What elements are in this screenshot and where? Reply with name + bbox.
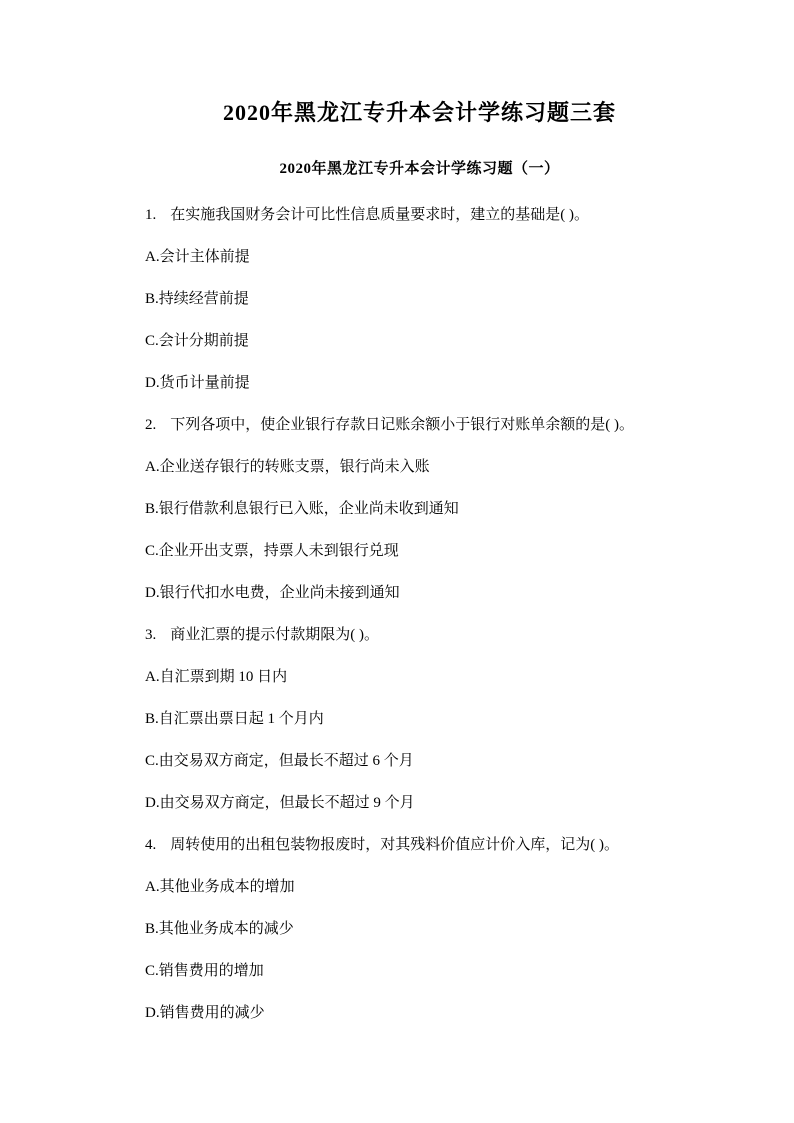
question-3-option-c: C.由交易双方商定，但最长不超过 6 个月 [145, 753, 414, 769]
question-4-option-b: B.其他业务成本的减少 [145, 921, 294, 937]
question-4-option-a: A.其他业务成本的增加 [145, 879, 295, 895]
question-1-number: 1. [145, 207, 157, 223]
question-2-option-c: C.企业开出支票，持票人未到银行兑现 [145, 543, 399, 559]
question-3-option-b: B.自汇票出票日起 1 个月内 [145, 711, 324, 727]
question-2-text: 下列各项中，使企业银行存款日记账余额小于银行对账单余额的是( )。 [170, 417, 634, 433]
question-4-stem [145, 835, 694, 855]
question-1-option-c: C.会计分期前提 [145, 333, 249, 349]
document-title: 2020年黑龙江专升本会计学练习题三套 [222, 100, 616, 125]
question-1-stem [145, 205, 694, 225]
question-4-number: 4. [145, 837, 157, 853]
question-4-text: 周转使用的出租包装物报废时，对其残料价值应计价入库，记为( )。 [170, 837, 619, 853]
question-3-stem [145, 625, 694, 645]
question-1-option-d: D.货币计量前提 [145, 375, 250, 391]
question-3-text: 商业汇票的提示付款期限为( )。 [170, 627, 379, 643]
question-1-text: 在实施我国财务会计可比性信息质量要求时，建立的基础是( )。 [170, 207, 589, 223]
question-1-option-b: B.持续经营前提 [145, 291, 249, 307]
question-4-option-c: C.销售费用的增加 [145, 963, 264, 979]
question-1-option-a: A.会计主体前提 [145, 249, 250, 265]
question-3-number: 3. [145, 627, 157, 643]
question-2-stem [145, 415, 694, 435]
document-subtitle: 2020年黑龙江专升本会计学练习题（一） [279, 161, 560, 177]
question-2-option-a: A.企业送存银行的转账支票，银行尚未入账 [145, 459, 430, 475]
questions-section [145, 205, 694, 1023]
question-2-number: 2. [145, 417, 157, 433]
question-4-option-d: D.销售费用的减少 [145, 1005, 265, 1021]
question-2-option-d: D.银行代扣水电费，企业尚未接到通知 [145, 585, 400, 601]
question-2-option-b: B.银行借款利息银行已入账，企业尚未收到通知 [145, 501, 459, 517]
question-3-option-d: D.由交易双方商定，但最长不超过 9 个月 [145, 795, 415, 811]
question-3-option-a: A.自汇票到期 10 日内 [145, 669, 288, 685]
